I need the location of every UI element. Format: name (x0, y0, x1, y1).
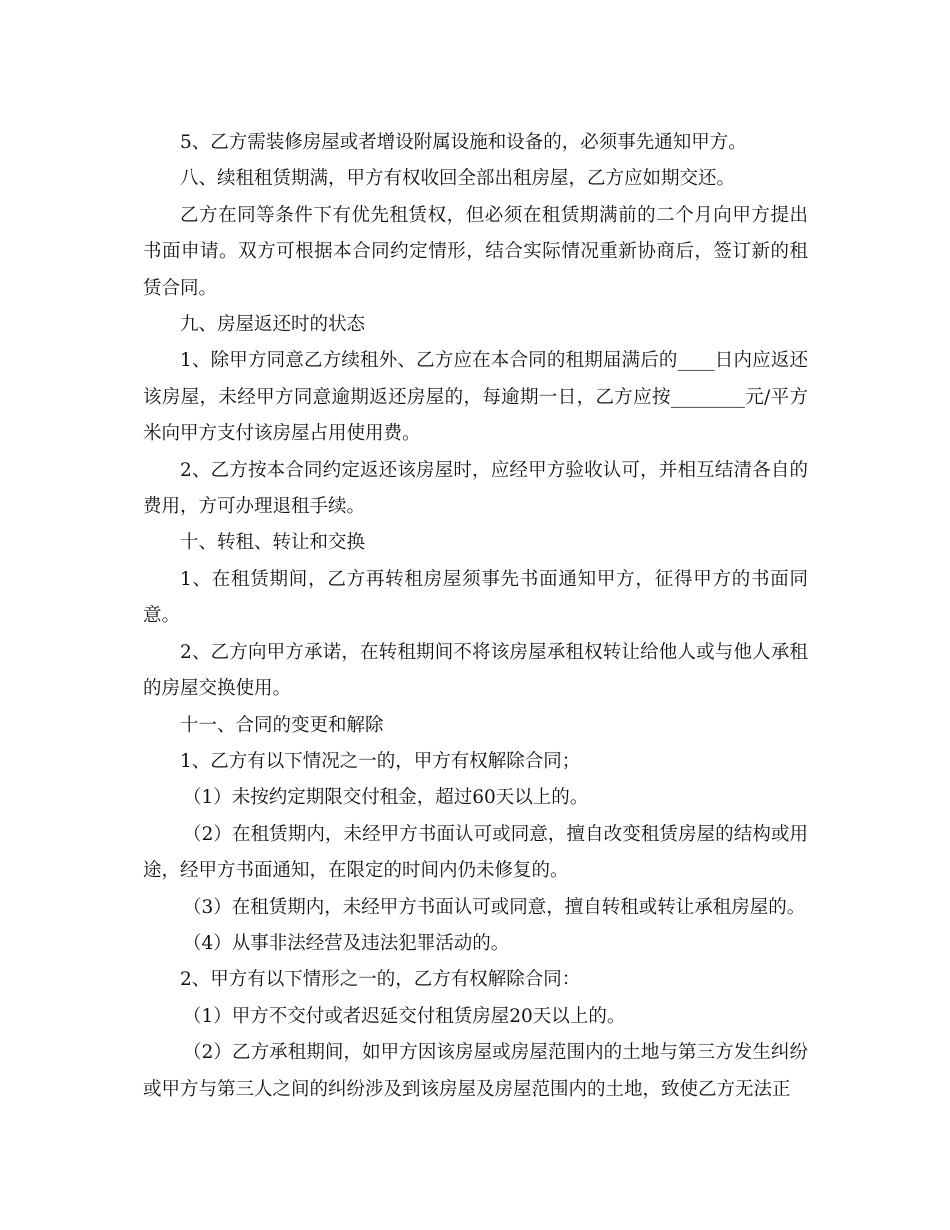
paragraph-renovation-notice: 5、乙方需装修房屋或者增设附属设施和设备的，必须事先通知甲方。 (180, 132, 747, 153)
paragraph-sublease-notice: 1、在租赁期间，乙方再转租房屋须事先书面通知甲方，征得甲方的书面同意。 (143, 568, 808, 627)
paragraph-return-inspection: 2、乙方按本合同约定返还该房屋时，应经甲方验收认可，并相互结清各自的费用，方可办理退租手续。 (143, 459, 808, 518)
paragraph-lessee-termination: 2、甲方有以下情形之一的，乙方有权解除合同： (180, 969, 581, 991)
heading-contract-change: 十一、合同的变更和解除 (180, 714, 384, 736)
document-body (143, 125, 808, 1108)
paragraph-priority-right: 乙方在同等条件下有优先租赁权，但必须在租赁期满前的二个月向甲方提出书面申请。双方可根据本合同约定情形，结合实际情况重新协商后，签订新的租赁合同。 (143, 204, 808, 299)
list-item-illegal-activity: （4）从事非法经营及违法犯罪活动的。 (183, 932, 510, 954)
paragraph-return-deadline: 1、除甲方同意乙方续租外、乙方应在本合同的租期届满后的____日内应返还该房屋，未经甲方同意逾期返还房屋的，每逾期一日，乙方应按________元/平方米向甲方支付该房屋占用使用费。 (143, 350, 808, 445)
list-item-unpaid-rent: （1）未按约定期限交付租金，超过60天以上的。 (183, 787, 589, 809)
paragraph-sublease-promise: 2、乙方向甲方承诺，在转租期间不将该房屋承租权转让给他人或与他人承租的房屋交换使用。 (143, 641, 808, 700)
heading-lease-renewal: 八、续租租赁期满，甲方有权收回全部出租房屋，乙方应如期交还。 (180, 168, 736, 190)
list-item-unauthorized-sublease: （3）在租赁期内，未经甲方书面认可或同意，擅自转租或转让承租房屋的。 (183, 896, 806, 918)
list-item-third-party-dispute: （2）乙方承租期间，如甲方因该房屋或房屋范围内的土地与第三方发生纠纷或甲方与第三人之间的纠纷涉及到该房屋及房屋范围内的土地，致使乙方无法正 (143, 1042, 808, 1100)
heading-return-state: 九、房屋返还时的状态 (180, 314, 366, 336)
list-item-structure-change: （2）在租赁期内，未经甲方书面认可或同意，擅自改变租赁房屋的结构或用途，经甲方书面通知，在限定的时间内仍未修复的。 (143, 823, 808, 882)
list-item-late-delivery: （1）甲方不交付或者迟延交付租赁房屋20天以上的。 (183, 1005, 626, 1027)
paragraph-lessor-termination: 1、乙方有以下情况之一的，甲方有权解除合同； (180, 750, 581, 772)
heading-sublease-transfer: 十、转租、转让和交换 (180, 532, 366, 554)
